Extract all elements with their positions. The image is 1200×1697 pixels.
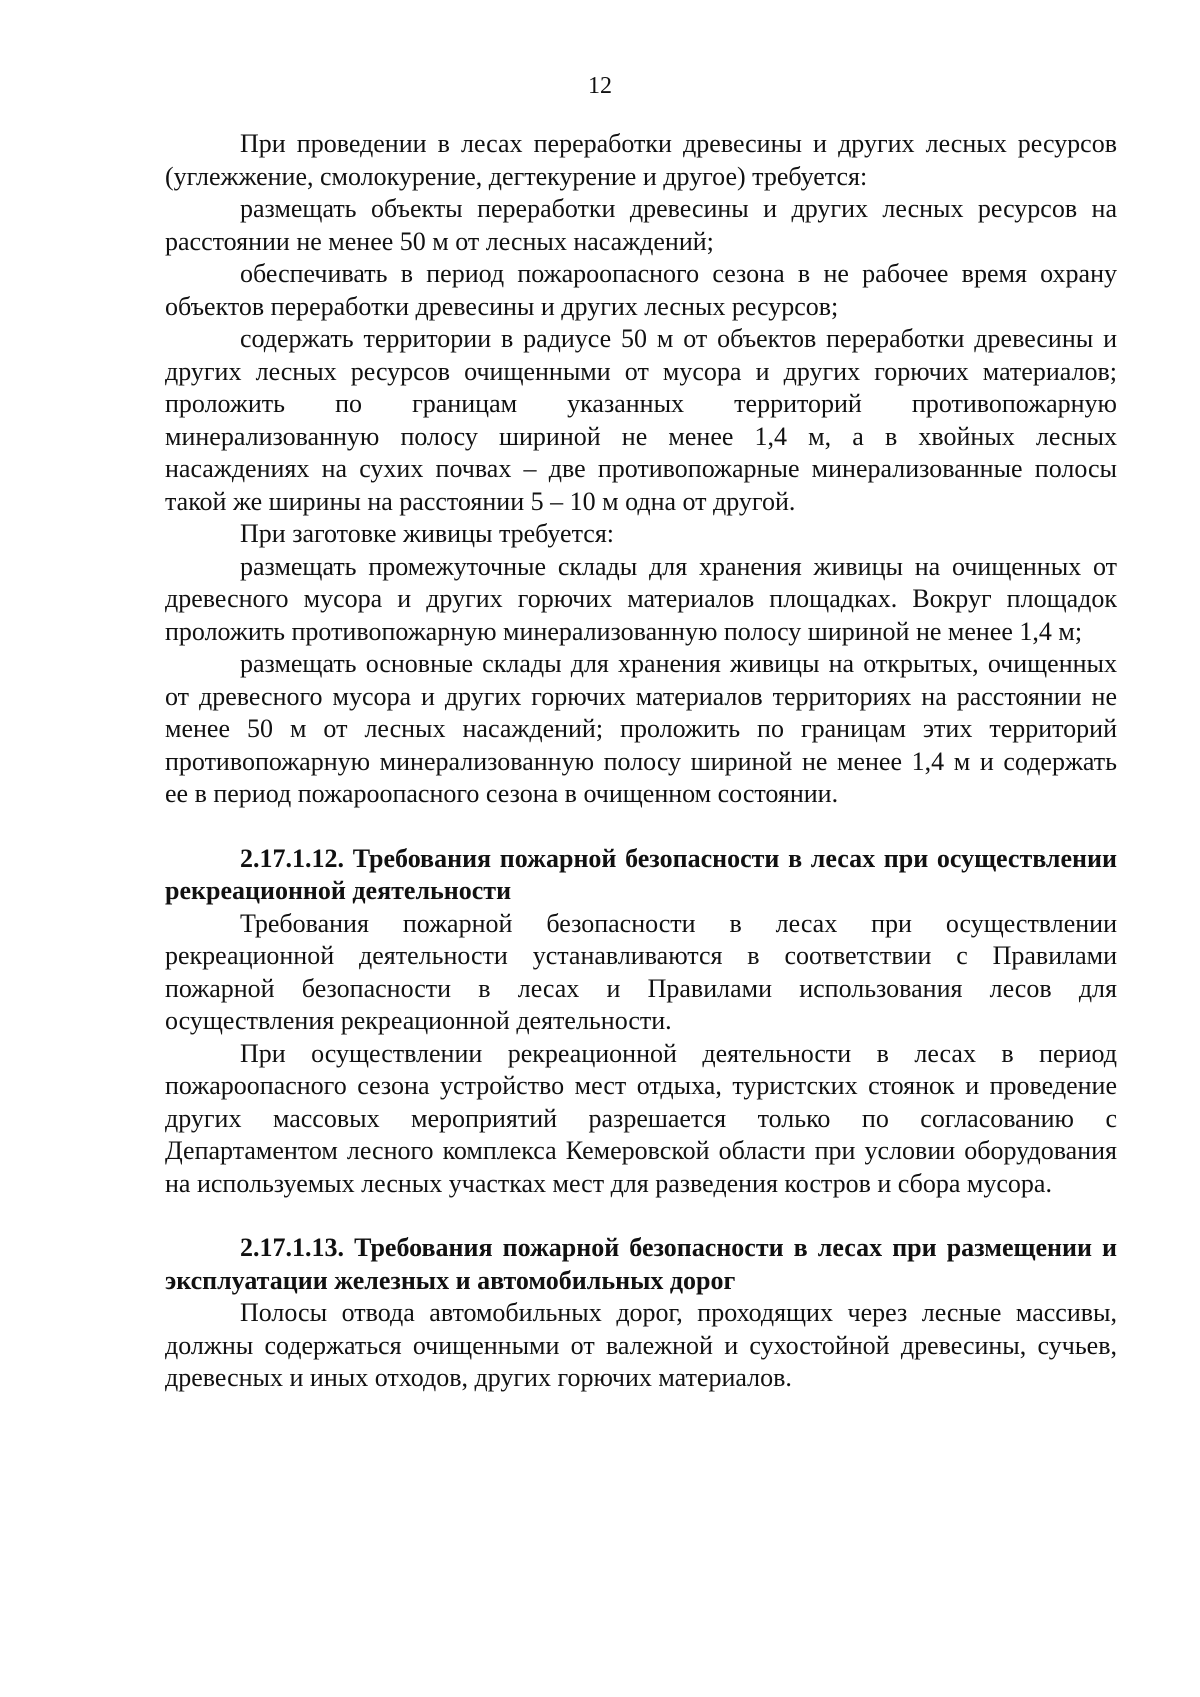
paragraph-main-warehouses: размещать основные склады для хранения живицы на открытых, очищенных от древесного мусора и других горючих материалов территориях на расстоянии не менее 50 м от лесных насаждений; проложить по границам этих территорий противопожарную минерализованную полосу шириной не менее 1,4 м и содержать ее в период пожароопасного сезона в очищенном состоянии. [165, 649, 1117, 808]
paragraph-intermediate-warehouses: размещать промежуточные склады для хранения живицы на очищенных от древесного мусора и других горючих материалов площадках. Вокруг площадок проложить противопожарную минерализованную полосу шириной не менее 1,4 м; [165, 551, 1117, 646]
paragraph-recreation-fire-season: При осуществлении рекреационной деятельности в лесах в период пожароопасного сезона устройство мест отдыха, туристских стоянок и проведение других массовых мероприятий разрешается только по согласованию с Департаментом лесного комплекса Кемеровской области при условии оборудования на используемых лесных участках мест для разведения костров и сбора мусора. [165, 1038, 1117, 1198]
paragraph-place-processing-objects: размещать объекты переработки древесины и других лесных ресурсов на расстоянии не менее 50 м от лесных насаждений; [165, 194, 1117, 256]
paragraph-wood-processing-intro: При проведении в лесах переработки древесины и других лесных ресурсов (углежжение, смолокурение, дегтекурение и другое) требуется: [165, 129, 1117, 191]
section-heading-2-17-1-13: 2.17.1.13. Требования пожарной безопасности в лесах при размещении и эксплуатации железных и автомобильных дорог [165, 1233, 1117, 1295]
paragraph-road-strips: Полосы отвода автомобильных дорог, проходящих через лесные массивы, должны содержаться очищенными от валежной и сухостойной древесины, сучьев, древесных и иных отходов, других горючих материалов. [165, 1298, 1117, 1392]
paragraph-guard-objects: обеспечивать в период пожароопасного сезона в не рабочее время охрану объектов переработки древесины и других лесных ресурсов; [165, 259, 1117, 321]
page-number: 12 [588, 73, 612, 99]
paragraph-recreation-requirements: Требования пожарной безопасности в лесах при осуществлении рекреационной деятельности устанавливаются в соответствии с Правилами пожарной безопасности в лесах и Правилами использования лесов для осуществления рекреационной деятельности. [165, 908, 1117, 1035]
paragraph-resin-intro: При заготовке живицы требуется: [240, 519, 615, 548]
section-heading-2-17-1-12: 2.17.1.12. Требования пожарной безопасности в лесах при осуществлении рекреационной деятельности [165, 843, 1117, 905]
document-body [165, 128, 1117, 1395]
paragraph-maintain-territory: содержать территории в радиусе 50 м от объектов переработки древесины и других лесных ресурсов очищенными от мусора и других горючих материалов; проложить по границам указанных территорий противопожарную минерализованную полосу шириной не менее 1,4 м, а в хвойных лесных насаждениях на сухих почвах – две противопожарные минерализованные полосы такой же ширины на расстоянии 5 – 10 м одна от другой. [165, 324, 1117, 516]
